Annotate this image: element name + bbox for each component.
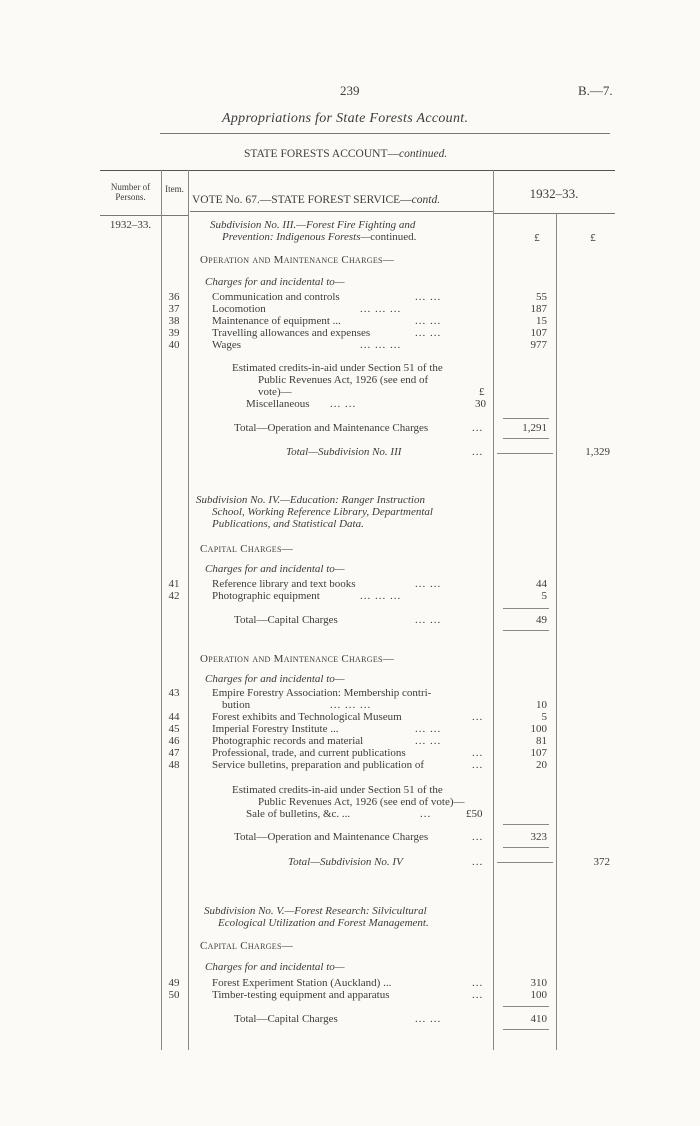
item-amount: 310 <box>530 977 547 989</box>
table-top-rule <box>100 170 615 171</box>
dot-leader: ... <box>420 808 432 820</box>
subtotal-rule <box>503 847 549 848</box>
item-number: 37 <box>168 303 180 315</box>
item-label: Communication and controls <box>212 291 340 303</box>
pound-sign-amount: £ <box>534 232 540 244</box>
subtotal-rule <box>503 1029 549 1030</box>
item-amount: 107 <box>530 327 547 339</box>
item-amount: 15 <box>536 315 547 327</box>
sub3-total-om-amount: 1,291 <box>522 422 547 434</box>
sub4-incidental-om: Charges for and incidental to— <box>205 673 345 685</box>
item-label: Forest exhibits and Technological Museum <box>212 711 402 723</box>
item-number: 49 <box>168 977 180 989</box>
dot-leader: ... <box>472 759 484 771</box>
pound-sign-total: £ <box>590 232 596 244</box>
dot-leader: ... ... <box>415 578 442 590</box>
sub4-total-om-amount: 323 <box>530 831 547 843</box>
sub4-heading-line2: School, Working Reference Library, Departmental <box>212 506 433 518</box>
dot-leader: ... <box>472 977 484 989</box>
item-column-header: Item. <box>165 184 184 194</box>
sub3-om-charges-heading: Operation and Maintenance Charges— <box>200 254 395 266</box>
item-number: 46 <box>168 735 180 747</box>
item-label: Photographic records and material <box>212 735 364 747</box>
item-amount: 5 <box>541 590 547 602</box>
item-number: 42 <box>168 590 180 602</box>
carry-rule <box>497 862 553 863</box>
sub4-credits-note-line3: Sale of bulletins, &c. ... <box>246 808 351 820</box>
sub3-total-amount: 1,329 <box>585 446 610 458</box>
item-amount: 81 <box>536 735 547 747</box>
dot-leader: ... ... <box>415 735 442 747</box>
sub4-total-amount: 372 <box>593 856 610 868</box>
sub3-credits-note-line2: Public Revenues Act, 1926 (see end of <box>258 374 429 386</box>
dot-leader: ... ... <box>415 1013 442 1025</box>
sub3-misc-amount: 30 <box>475 398 486 410</box>
persons-year: 1932–33. <box>109 219 152 231</box>
item-number: 40 <box>168 339 180 351</box>
dot-leader: ... <box>472 989 484 1001</box>
page-number: 239 <box>340 83 360 98</box>
sub4-om-charges-heading: Operation and Maintenance Charges— <box>200 653 395 665</box>
item-number: 50 <box>168 989 180 1001</box>
account-subtitle: STATE FORESTS ACCOUNT—continued. <box>244 148 448 160</box>
dot-leader: ... <box>472 831 484 843</box>
subtotal-rule <box>503 418 549 419</box>
sub4-total-capital-amount: 49 <box>536 614 547 626</box>
item-amount: 107 <box>530 747 547 759</box>
sub3-total-om-label: Total—Operation and Maintenance Charges <box>234 422 429 434</box>
dot-leader: ... ... ... <box>360 339 402 351</box>
item-label: Photographic equipment <box>212 590 320 602</box>
item-number: 39 <box>168 327 180 339</box>
sub5-total-capital-label: Total—Capital Charges <box>234 1013 338 1025</box>
dot-leader: ... ... ... <box>330 699 372 711</box>
item-amount: 977 <box>530 339 547 351</box>
sub4-credits-amount: £50 <box>466 808 483 820</box>
persons-header-rule <box>100 215 161 216</box>
item-number: 48 <box>168 759 180 771</box>
year-header-rule <box>493 213 615 214</box>
carry-rule <box>497 453 553 454</box>
item-header-rule <box>161 215 188 216</box>
amount-total-divider <box>556 213 557 1050</box>
dot-leader: ... ... <box>330 398 357 410</box>
dot-leader: ... ... <box>415 723 442 735</box>
subtotal-rule <box>503 824 549 825</box>
sub4-total-label: Total—Subdivision No. IV <box>288 856 403 868</box>
sub5-heading-line2: Ecological Utilization and Forest Management. <box>218 917 429 929</box>
sub4-incidental: Charges for and incidental to— <box>205 563 345 575</box>
title-rule <box>160 133 610 134</box>
dot-leader: ... ... <box>415 315 442 327</box>
item-label: Imperial Forestry Institute ... <box>212 723 339 735</box>
item-number: 44 <box>168 711 180 723</box>
page-title: Appropriations for State Forests Account. <box>222 111 469 126</box>
sub5-incidental: Charges for and incidental to— <box>205 961 345 973</box>
dot-leader: ... ... <box>415 614 442 626</box>
sub4-total-om-label: Total—Operation and Maintenance Charges <box>234 831 429 843</box>
sub5-heading: Subdivision No. V.—Forest Research: Silvicultural <box>204 905 427 917</box>
item-label: Wages <box>212 339 242 351</box>
sub4-capital-heading: Capital Charges— <box>200 543 294 555</box>
sub3-credits-note: Estimated credits-in-aid under Section 51 of the <box>232 362 443 374</box>
sub5-capital-heading: Capital Charges— <box>200 940 294 952</box>
dot-leader: ... <box>472 422 484 434</box>
subtotal-rule <box>503 438 549 439</box>
item-label: Locomotion <box>212 303 266 315</box>
sub3-credits-pound: £ <box>479 386 485 398</box>
sub4-credits-note-line2: Public Revenues Act, 1926 (see end of vote)— <box>258 796 465 808</box>
dot-leader: ... <box>472 747 484 759</box>
dot-leader: ... ... ... <box>360 590 402 602</box>
item-label: Empire Forestry Association: Membership contri- <box>212 687 432 699</box>
vote-header-rule <box>190 211 493 212</box>
item-label: Forest Experiment Station (Auckland) ... <box>212 977 392 989</box>
item-number: 43 <box>168 687 180 699</box>
sub4-credits-note: Estimated credits-in-aid under Section 51 of the <box>232 784 443 796</box>
sub3-incidental: Charges for and incidental to— <box>205 276 345 288</box>
item-label: Travelling allowances and expenses <box>212 327 371 339</box>
year-column-header: 1932–33. <box>529 186 579 201</box>
item-label: Professional, trade, and current publications <box>212 747 406 759</box>
subtotal-rule <box>503 630 549 631</box>
sub3-heading-line2: Prevention: Indigenous Forests—continued. <box>222 231 417 243</box>
item-number: 45 <box>168 723 180 735</box>
dot-leader: ... ... <box>415 291 442 303</box>
item-amount: 44 <box>536 578 547 590</box>
item-amount: 100 <box>530 723 547 735</box>
item-label: Maintenance of equipment ... <box>212 315 341 327</box>
dot-leader: ... ... ... <box>360 303 402 315</box>
item-amount: 10 <box>536 699 547 711</box>
item-amount: 187 <box>530 303 547 315</box>
item-amount: 20 <box>536 759 547 771</box>
sub5-total-capital-amount: 410 <box>530 1013 547 1025</box>
sub3-misc-label: Miscellaneous <box>246 398 310 410</box>
vote-amount-divider <box>493 170 494 1050</box>
item-amount: 55 <box>536 291 547 303</box>
sub3-total-label: Total—Subdivision No. III <box>286 446 402 458</box>
item-amount: 100 <box>530 989 547 1001</box>
sub4-heading: Subdivision No. IV.—Education: Ranger Instruction <box>196 494 425 506</box>
dot-leader: ... <box>472 856 484 868</box>
item-amount: 5 <box>541 711 547 723</box>
item-number: 36 <box>168 291 180 303</box>
vote-column-header: VOTE No. 67.—STATE FOREST SERVICE—contd. <box>192 194 441 206</box>
persons-column-header: Number of Persons. <box>110 182 151 202</box>
subtotal-rule <box>503 608 549 609</box>
sub4-heading-line3: Publications, and Statistical Data. <box>212 518 364 530</box>
item-vote-divider <box>188 170 189 1050</box>
sub4-total-capital-label: Total—Capital Charges <box>234 614 338 626</box>
sub3-heading: Subdivision No. III.—Forest Fire Fighting and <box>210 219 416 231</box>
subtotal-rule <box>503 1006 549 1007</box>
dot-leader: ... <box>472 446 484 458</box>
item-number: 47 <box>168 747 180 759</box>
item-number: 38 <box>168 315 180 327</box>
item-label-continuation: bution <box>222 699 251 711</box>
item-label: Service bulletins, preparation and publication of <box>212 759 424 771</box>
dot-leader: ... <box>472 711 484 723</box>
document-reference: B.—7. <box>578 83 613 98</box>
dot-leader: ... ... <box>415 327 442 339</box>
sub3-credits-note-line3: vote)— <box>258 386 292 398</box>
item-number: 41 <box>168 578 180 590</box>
item-label: Timber-testing equipment and apparatus <box>212 989 390 1001</box>
item-label: Reference library and text books <box>212 578 356 590</box>
persons-item-divider <box>161 170 162 1050</box>
